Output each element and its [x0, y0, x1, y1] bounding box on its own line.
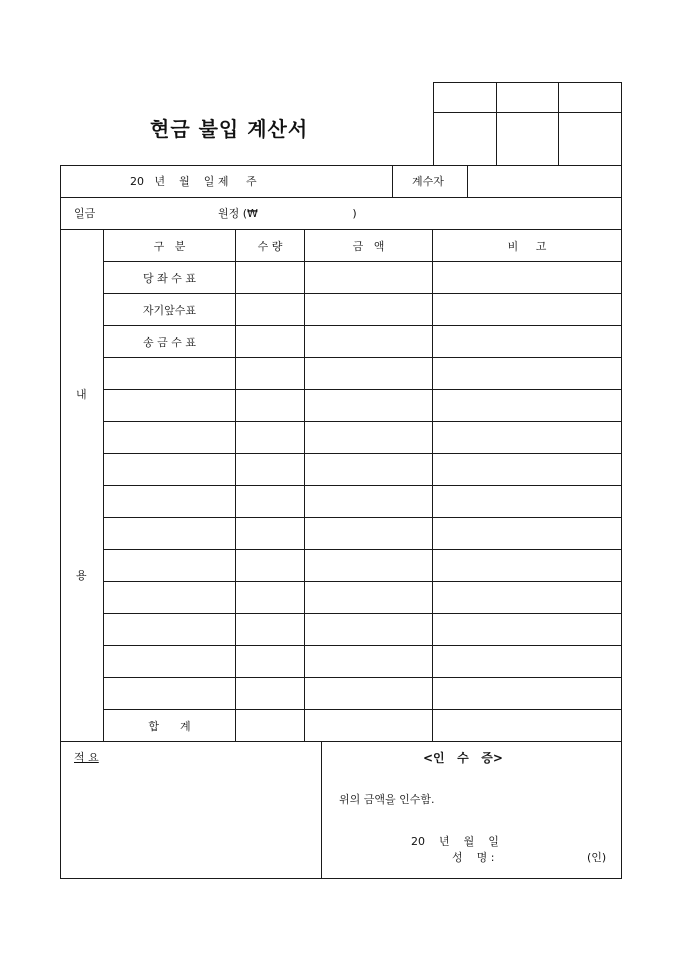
header-amount: 금 액 [352, 239, 385, 253]
won-label: 원정 (₩ ) [218, 207, 357, 220]
approval-box-col1 [496, 82, 497, 166]
summary-label: 적 요 [74, 751, 99, 764]
approval-box-col2 [558, 82, 559, 166]
receipt-title: <인 수 증> [423, 751, 503, 765]
form-right-border [621, 82, 622, 879]
form-bottom-border [60, 878, 622, 879]
amount-label: 일금 [74, 207, 96, 220]
form-top-border [60, 165, 622, 166]
date-row-bottom [60, 197, 622, 198]
form-left-border [60, 165, 61, 879]
row-label [104, 518, 235, 549]
approval-box-divider [433, 112, 622, 113]
grid-bottom [60, 741, 622, 742]
row-label [104, 582, 235, 613]
date-line: 20 년 월 일 제 주 [130, 175, 257, 188]
row-label [104, 486, 235, 517]
approval-box-left [433, 82, 434, 166]
grid-col-amount [432, 229, 433, 742]
grid-col-category [235, 229, 236, 742]
approval-box-top [433, 82, 622, 83]
row-label [104, 422, 235, 453]
receipt-statement: 위의 금액을 인수함. [339, 793, 435, 806]
row-label [104, 390, 235, 421]
row-label: 송 금 수 표 [143, 335, 196, 349]
receipt-seal: (인) [587, 851, 607, 864]
side-label-top: 내 [76, 388, 87, 401]
row-label: 자기앞수표 [142, 303, 197, 317]
row-label: 당 좌 수 표 [143, 271, 196, 285]
header-remarks: 비 고 [507, 239, 547, 253]
header-category: 구 분 [153, 239, 186, 253]
row-label [104, 454, 235, 485]
row-label [104, 550, 235, 581]
cashier-label: 계수자 [412, 175, 444, 188]
row-label [104, 614, 235, 645]
total-label: 합 계 [148, 719, 191, 733]
cashier-divider-left [392, 165, 393, 198]
row-label [104, 358, 235, 389]
header-quantity: 수 량 [257, 239, 283, 253]
bottom-divider [321, 741, 322, 879]
grid-col-quantity [304, 229, 305, 742]
side-label-bottom: 용 [76, 569, 87, 582]
row-label [104, 678, 235, 709]
page-title: 현금 불입 계산서 [150, 117, 309, 141]
receipt-date: 20 년 월 일 [411, 835, 499, 848]
cashier-divider-right [467, 165, 468, 198]
receipt-name: 성 명 : [452, 851, 495, 864]
row-label [104, 646, 235, 677]
